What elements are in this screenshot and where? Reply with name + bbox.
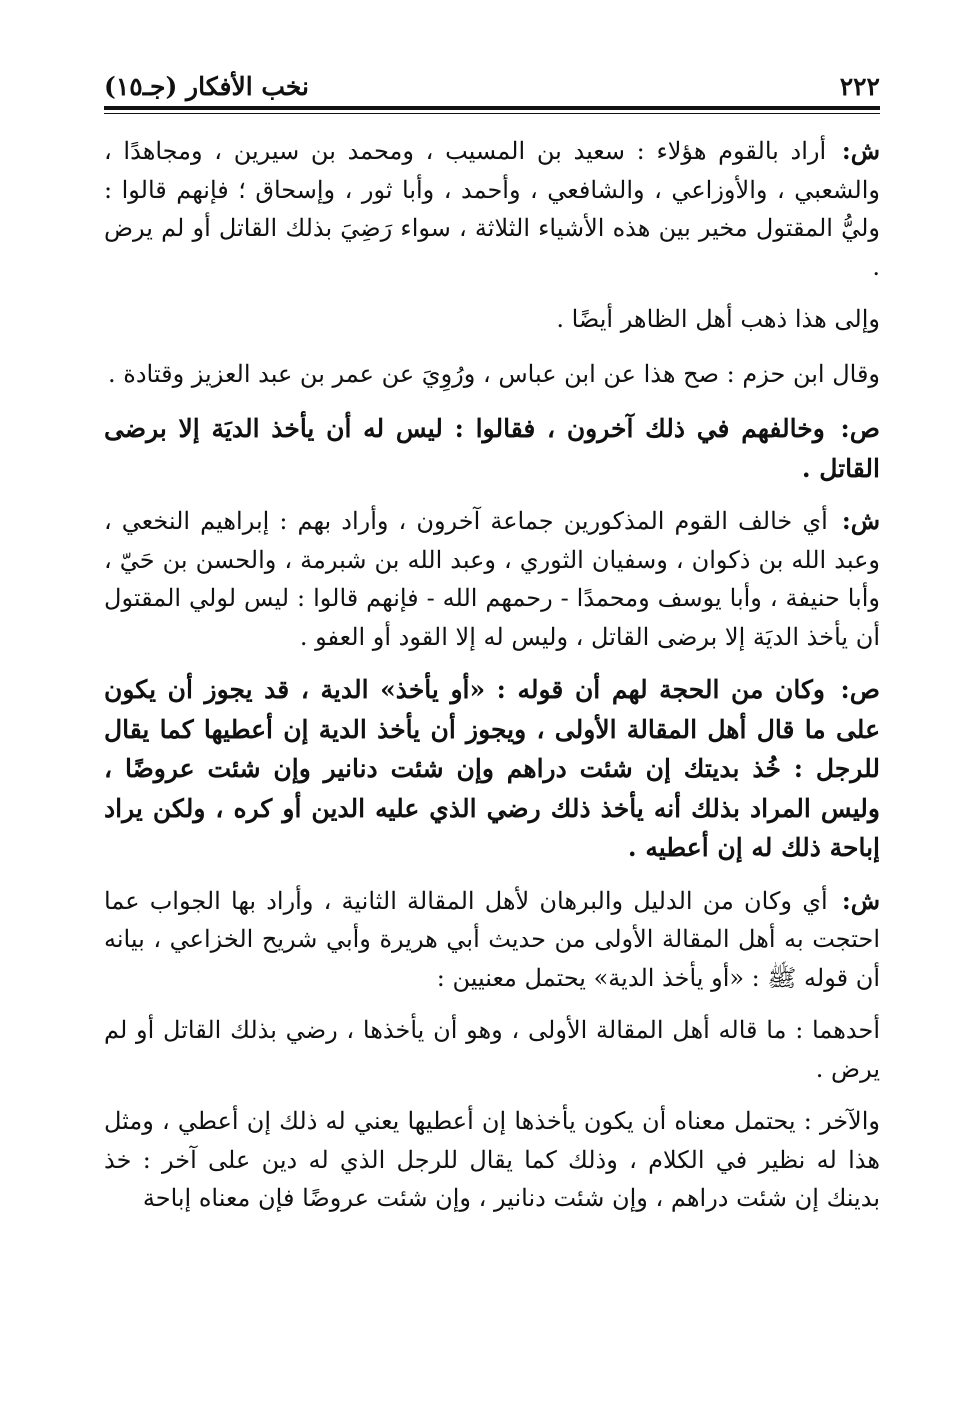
paragraph-text: أحدهما : ما قاله أهل المقالة الأولى ، وهو أن يأخذها ، رضي بذلك القاتل أو لم يرض . [104, 1016, 880, 1083]
paragraph-text: وخالفهم في ذلك آخرون ، فقالوا : ليس له أن يأخذ الديَة إلا برضى القاتل . [104, 414, 880, 483]
paragraph-text: أي خالف القوم المذكورين جماعة آخرون ، وأراد بهم : إبراهيم النخعي ، وعبد الله بن ذكوان ، وسفيان الثوري ، وعبد الله بن شبرمة ، والحسن بن حَيّ ، وأبا حنيفة ، وأبا يوسف ومحمدًا - رحمهم الله - فإنهم قالوا : ليس لولي المقتول أن يأخذ الديَة إلا برضى القاتل ، وليس له إلا القود أو العفو . [104, 507, 880, 651]
matn-marker: ص: [840, 414, 880, 443]
body-paragraph [104, 1011, 880, 1088]
body-paragraph [104, 300, 880, 339]
page-body [104, 132, 880, 1218]
body-paragraph [104, 1102, 880, 1218]
matn-paragraph [104, 670, 880, 868]
sharh-marker: ش: [841, 136, 880, 165]
paragraph-text: وقال ابن حزم : صح هذا عن ابن عباس ، ورُوِيَ عن عمر بن عبد العزيز وقتادة . [108, 359, 880, 388]
paragraph-text: أي وكان من الدليل والبرهان لأهل المقالة الثانية ، وأراد بها الجواب عما احتجت به أهل المقالة الأولى من حديث أبي هريرة وأبي شريح الخزاعي ، بيانه أن قوله ﷺ : «أو يأخذ الدية» يحتمل معنيين : [104, 886, 880, 992]
book-title: نخب الأفكار (جـ١٥) [104, 72, 310, 101]
sharh-marker: ش: [841, 885, 880, 915]
paragraph-text: والآخر : يحتمل معناه أن يكون يأخذها إن أعطيها يعني له ذلك إن أعطي ، ومثل هذا له نظير في الكلام ، وذلك كما يقال للرجل الذي له دين على آخر : خذ بدينك إن شئت دراهم ، وإن شئت دنانير ، وإن شئت عروضًا فإن معناه إباحة [104, 1107, 880, 1212]
sharh-paragraph [104, 502, 880, 656]
sharh-paragraph [104, 882, 880, 998]
sharh-paragraph [104, 132, 880, 286]
body-paragraph [104, 355, 880, 394]
matn-paragraph [104, 409, 880, 488]
page-number: ٢٢٢ [839, 72, 880, 101]
header-rule-thick [104, 106, 880, 110]
matn-marker: ص: [840, 675, 880, 704]
paragraph-text: أراد بالقوم هؤلاء : سعيد بن المسيب ، ومحمد بن سيرين ، ومجاهدًا ، والشعبي ، والأوزاعي ، والشافعي ، وأحمد ، وأبا ثور ، وإسحاق ؛ فإنهم قالوا : وليُّ المقتول مخير بين هذه الأشياء الثلاثة ، سواء رَضِيَ بذلك القاتل أو لم يرض . [104, 137, 880, 281]
running-header [104, 58, 880, 102]
sharh-marker: ش: [841, 506, 880, 535]
paragraph-text: وكان من الحجة لهم أن قوله : «أو يأخذ» الدية ، قد يجوز أن يكون على ما قال أهل المقالة الأولى ، ويجوز أن يأخذ الدية إن أعطيها كما يقال للرجل : خُذ بديتك إن شئت دراهم وإن شئت دنانير وإن شئت عروضًا ، وليس المراد بذلك أنه يأخذ ذلك رضي الذي عليه الدين أو كره ، ولكن يراد إباحة ذلك له إن أعطيه . [104, 675, 880, 862]
paragraph-text: وإلى هذا ذهب أهل الظاهر أيضًا . [556, 305, 880, 333]
header-rule-thin [104, 113, 880, 114]
